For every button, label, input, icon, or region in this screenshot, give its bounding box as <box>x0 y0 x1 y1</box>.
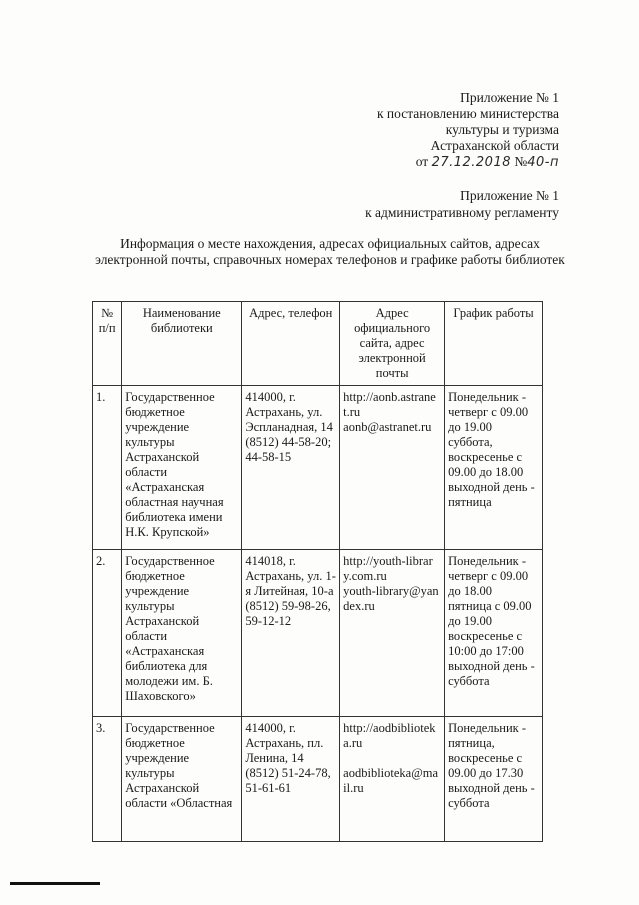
header-schedule: График работы <box>445 302 543 386</box>
table-row <box>93 717 543 842</box>
decree-line-culture: культуры и туризма <box>445 122 559 137</box>
table-header-row <box>93 302 543 386</box>
appendix-title: Приложение № 1 <box>460 90 559 105</box>
decree-line-ministry: к постановлению министерства <box>376 106 559 121</box>
appendix-title: Приложение № 1 <box>460 188 559 203</box>
document-title: Информация о месте нахождения, адресах официальных сайтов, адресах электронной почты, справочных номерах телефонов и графике работы библиотек <box>95 236 565 267</box>
date-prefix: от <box>415 154 429 169</box>
library-address: 414000, г. Астрахань, ул. Эспланадная, 14 (8512) 44-58-20; 44-58-15 <box>242 386 340 550</box>
library-name: Государственное бюджетное учреждение культуры Астраханской области «Астраханская областная научная библиотека имени Н.К. Крупской» <box>122 386 242 550</box>
libraries-table <box>92 301 543 842</box>
library-schedule: Понедельник - четверг с 09.00 до 18.00 пятница с 09.00 до 19.00 воскресенье с 10:00 до 17:00 выходной день - суббота <box>445 550 543 717</box>
decree-date-line <box>377 154 559 171</box>
library-schedule: Понедельник - пятница, воскресенье с 09.00 до 17.30 выходной день - суббота <box>445 717 543 842</box>
library-site: http://aodbiblioteka.ru aodbiblioteka@mail.ru <box>340 717 445 842</box>
header-number: № п/п <box>93 302 122 386</box>
appendix-header-decree <box>377 90 559 171</box>
library-schedule: Понедельник - четверг с 09.00 до 19.00 суббота, воскресенье с 09.00 до 18.00 выходной день - пятница <box>445 386 543 550</box>
library-name: Государственное бюджетное учреждение культуры Астраханской области «Астраханская библиотека для молодежи им. Б. Шаховского» <box>122 550 242 717</box>
number-prefix: № <box>514 154 528 169</box>
library-site: http://aonb.astranet.ru aonb@astranet.ru <box>340 386 445 550</box>
library-name: Государственное бюджетное учреждение культуры Астраханской области «Областная <box>122 717 242 842</box>
library-address: 414018, г. Астрахань, ул. 1-я Литейная, 10-а (8512) 59-98-26, 59-12-12 <box>242 550 340 717</box>
row-number: 3. <box>93 717 122 842</box>
header-address: Адрес, телефон <box>242 302 340 386</box>
header-name: Наименование библиотеки <box>122 302 242 386</box>
table-row <box>93 386 543 550</box>
decree-line-region: Астраханской области <box>430 138 559 153</box>
regulation-line: к административному регламенту <box>365 205 559 220</box>
header-site: Адрес официального сайта, адрес электронной почты <box>340 302 445 386</box>
library-site: http://youth-library.com.ru youth-library@yandex.ru <box>340 550 445 717</box>
row-number: 1. <box>93 386 122 550</box>
appendix-header-regulation <box>365 187 559 221</box>
library-address: 414000, г. Астрахань, пл. Ленина, 14 (8512) 51-24-78, 51-61-61 <box>242 717 340 842</box>
handwritten-number: 40-п <box>527 155 559 170</box>
handwritten-date: 27.12.2018 <box>431 155 511 170</box>
table-row <box>93 550 543 717</box>
bottom-rule <box>10 882 100 885</box>
row-number: 2. <box>93 550 122 717</box>
